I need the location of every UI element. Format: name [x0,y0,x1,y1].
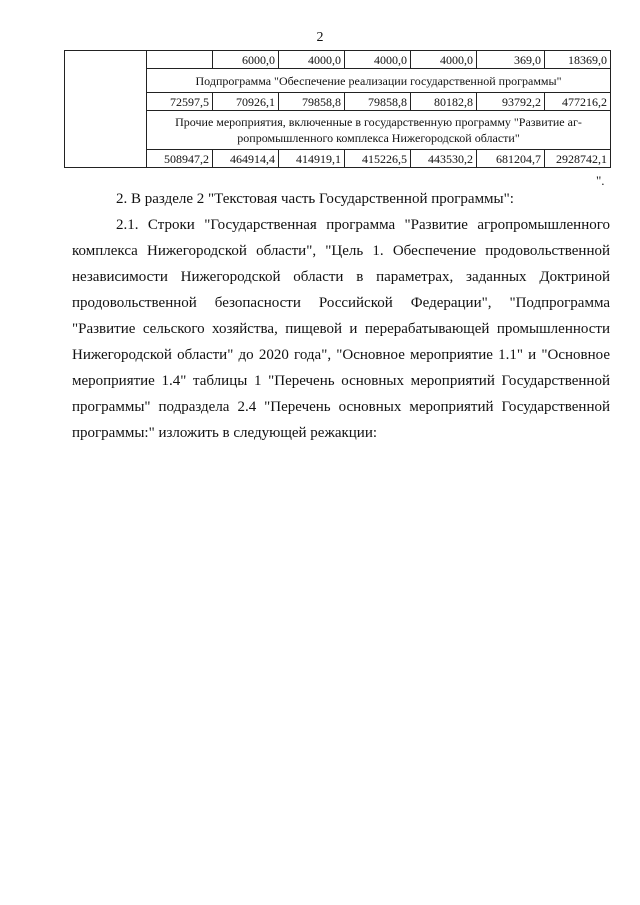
budget-table [64,50,611,168]
table-row [65,69,611,93]
table-cell: 681204,7 [477,150,545,168]
table-cell: 415226,5 [345,150,411,168]
table-cell: 79858,8 [279,93,345,111]
table-cell: 369,0 [477,51,545,69]
table-cell: 72597,5 [147,93,213,111]
subprogram-caption: Подпрограмма "Обеспечение реализации государственной программы" [147,69,611,93]
table-row [65,150,611,168]
table-row [65,111,611,150]
table-cell: 464914,4 [213,150,279,168]
table-cell: 4000,0 [279,51,345,69]
table-cell: 79858,8 [345,93,411,111]
table-closing-quote: ". [596,173,605,188]
table-cell: 80182,8 [411,93,477,111]
paragraph-2-1: 2.1. Строки "Государственная программа "Развитие агропромышленного комплекса Нижегородской области", "Цель 1. Обеспечение продовольственной независимости Нижегородской области в параметрах, заданных Доктриной продовольственной безопасности Российской Федерации", "Подпрограмма "Развитие сельского хозяйства, пищевой и перерабатывающей промышленности Нижегородской области" до 2020 года", "Основное мероприятие 1.1" и "Основное мероприятие 1.4" таблицы 1 "Перечень основных мероприятий Государственной программы" подраздела 2.4 "Перечень основных мероприятий Государственной программы:" изложить в следующей режакции: [72,217,610,441]
page-number: 2 [316,30,324,45]
other-activities-caption: Прочие мероприятия, включенные в государственную программу "Развитие аг-ропромышленного комплекса Нижегородской области" [147,111,611,150]
table-cell: 93792,2 [477,93,545,111]
table-cell: 477216,2 [545,93,611,111]
paragraph-section-2: 2. В разделе 2 "Текстовая часть Государственной программы": [116,191,514,207]
table-cell: 2928742,1 [545,150,611,168]
table-cell: 6000,0 [213,51,279,69]
table-cell: 443530,2 [411,150,477,168]
table-blank-cell [65,51,147,168]
table-cell [147,51,213,69]
table-cell: 18369,0 [545,51,611,69]
table-cell: 508947,2 [147,150,213,168]
table-cell: 414919,1 [279,150,345,168]
table-row [65,51,611,69]
table-cell: 4000,0 [345,51,411,69]
table-cell: 4000,0 [411,51,477,69]
table-row [65,93,611,111]
table-cell: 70926,1 [213,93,279,111]
